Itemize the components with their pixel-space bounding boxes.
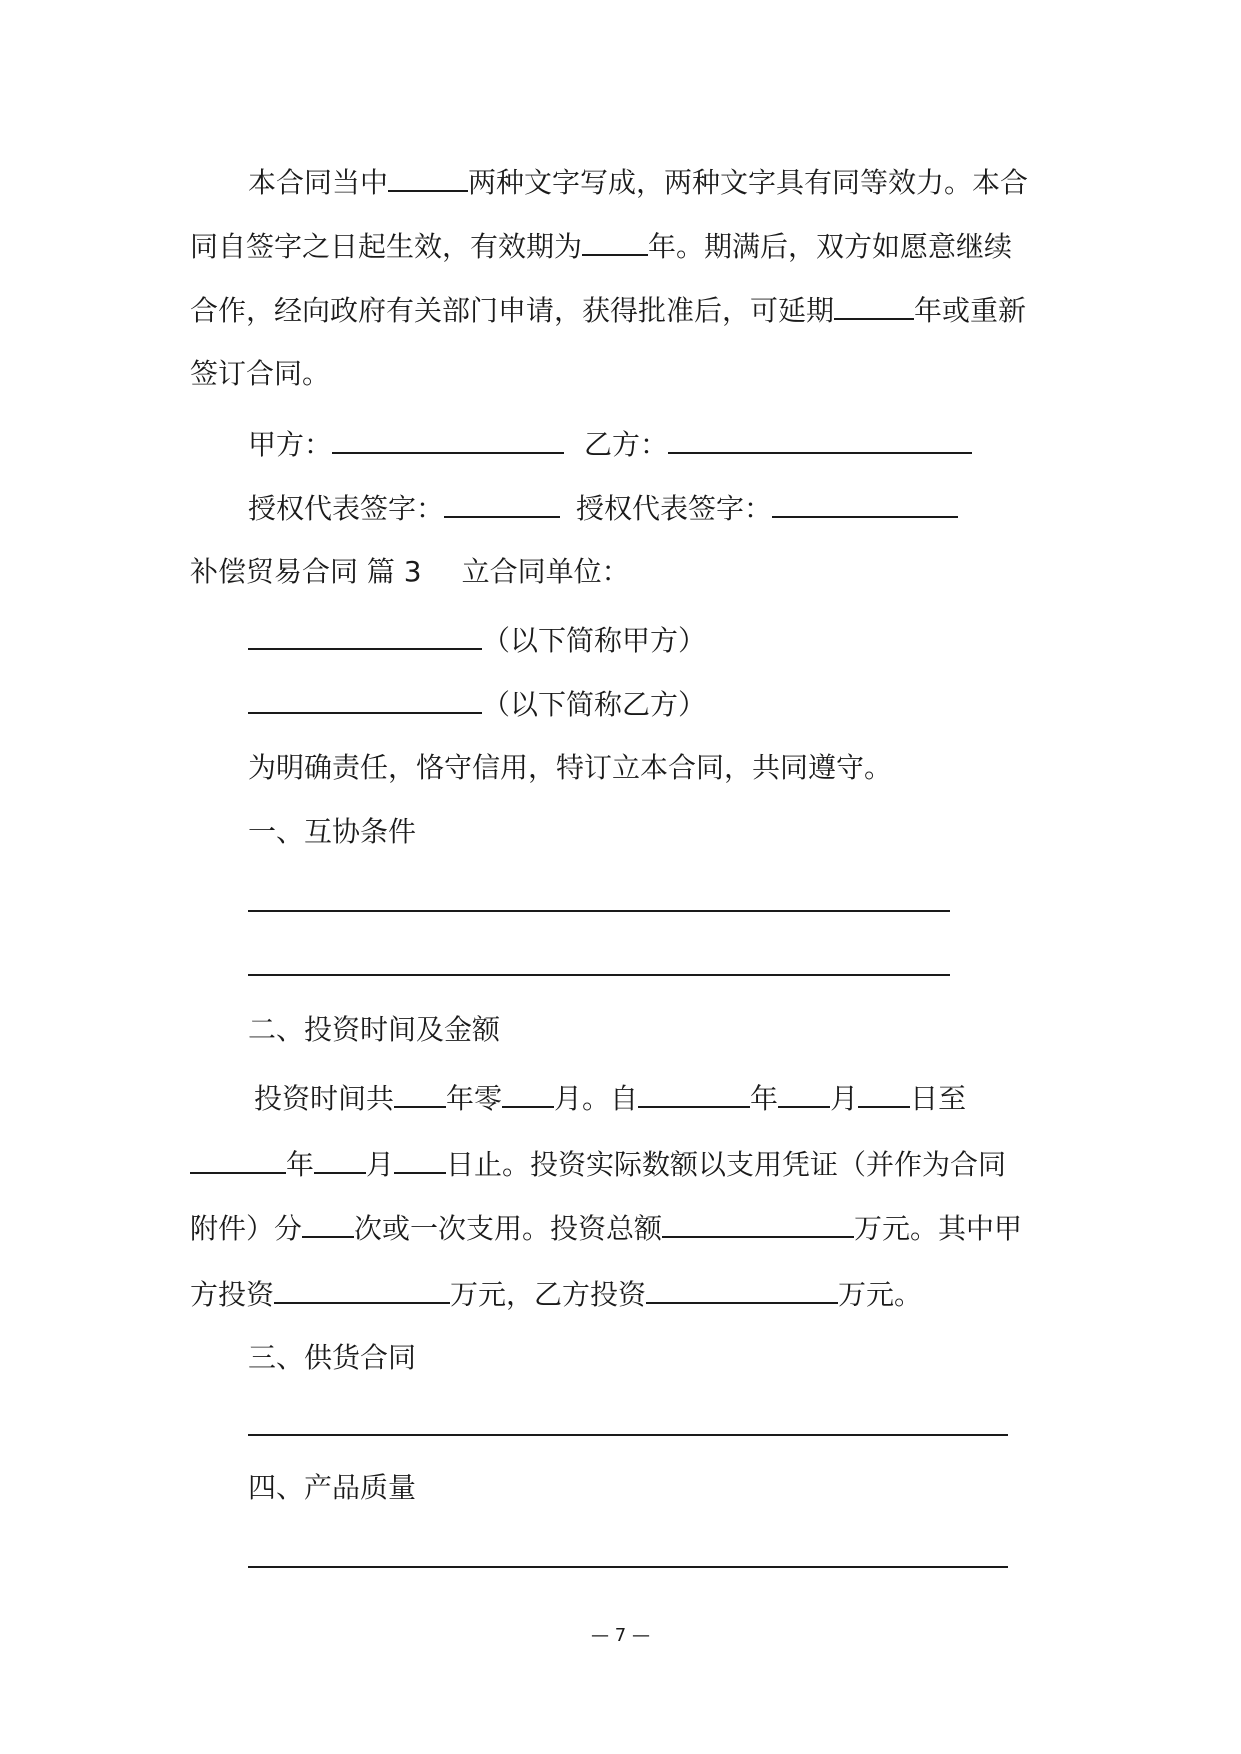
section-4-heading: 四、产品质量 — [248, 1471, 417, 1504]
contract3-units-label: 立合同单位： — [461, 555, 630, 588]
section-3-blank-line[interactable] — [248, 1434, 1008, 1436]
signature-party-line: 甲方： 乙方： — [248, 422, 972, 465]
blank-field[interactable] — [502, 1076, 554, 1108]
blank-field[interactable] — [638, 1076, 750, 1108]
blank-field[interactable] — [394, 1142, 446, 1174]
signature-rep-line: 授权代表签字： 授权代表签字： — [248, 486, 958, 529]
contract3-intro: 为明确责任，恪守信用，特订立本合同，共同遵守。 — [248, 751, 893, 784]
section-1-blank-line[interactable] — [248, 910, 950, 912]
party-b-blank[interactable] — [668, 422, 972, 454]
contract3-title: 补偿贸易合同 篇 3 — [190, 555, 422, 588]
blank-field[interactable] — [302, 1206, 354, 1238]
invest-line3: 附件）分 次或一次支用。投资总额 万元。其中甲 — [190, 1206, 1022, 1249]
rep-a-blank[interactable] — [444, 486, 560, 518]
blank-field[interactable] — [834, 288, 914, 320]
party-a-blank[interactable] — [332, 422, 564, 454]
section-1-blank-line[interactable] — [248, 974, 950, 976]
party-b-line: （以下简称乙方） — [248, 682, 706, 725]
para1-line2: 同自签字之日起生效，有效期为 年。期满后，双方如愿意继续 — [190, 224, 1012, 267]
para1-line4: 签订合同。 — [190, 357, 331, 390]
section-4-blank-line[interactable] — [248, 1566, 1008, 1568]
party-a-line: （以下简称甲方） — [248, 618, 706, 661]
party-a-name-blank[interactable] — [248, 618, 482, 650]
page-number: — 7 — — [591, 1625, 650, 1646]
rep-b-blank[interactable] — [772, 486, 958, 518]
party-b-investment-blank[interactable] — [646, 1272, 838, 1304]
invest-line4: 方投资 万元，乙方投资 万元。 — [190, 1272, 922, 1315]
invest-line2: 年 月 日止。投资实际数额以支用凭证（并作为合同 — [190, 1142, 1006, 1185]
party-a-investment-blank[interactable] — [274, 1272, 450, 1304]
blank-field[interactable] — [190, 1142, 286, 1174]
contract3-heading — [190, 552, 630, 592]
blank-field[interactable] — [394, 1076, 446, 1108]
blank-field[interactable] — [582, 224, 648, 256]
blank-field[interactable] — [858, 1076, 910, 1108]
section-2-heading: 二、投资时间及金额 — [248, 1013, 501, 1046]
party-b-name-blank[interactable] — [248, 682, 482, 714]
blank-field[interactable] — [778, 1076, 830, 1108]
para1-line1: 本合同当中 两种文字写成，两种文字具有同等效力。本合 — [248, 160, 1028, 203]
blank-field[interactable] — [314, 1142, 366, 1174]
total-investment-blank[interactable] — [662, 1206, 854, 1238]
invest-line1: 投资时间共 年零 月。自 年 月 日至 — [254, 1076, 966, 1119]
blank-field[interactable] — [388, 160, 468, 192]
para1-line3: 合作，经向政府有关部门申请，获得批准后，可延期 年或重新 — [190, 288, 1026, 331]
section-1-heading: 一、互协条件 — [248, 815, 417, 848]
section-3-heading: 三、供货合同 — [248, 1341, 417, 1374]
